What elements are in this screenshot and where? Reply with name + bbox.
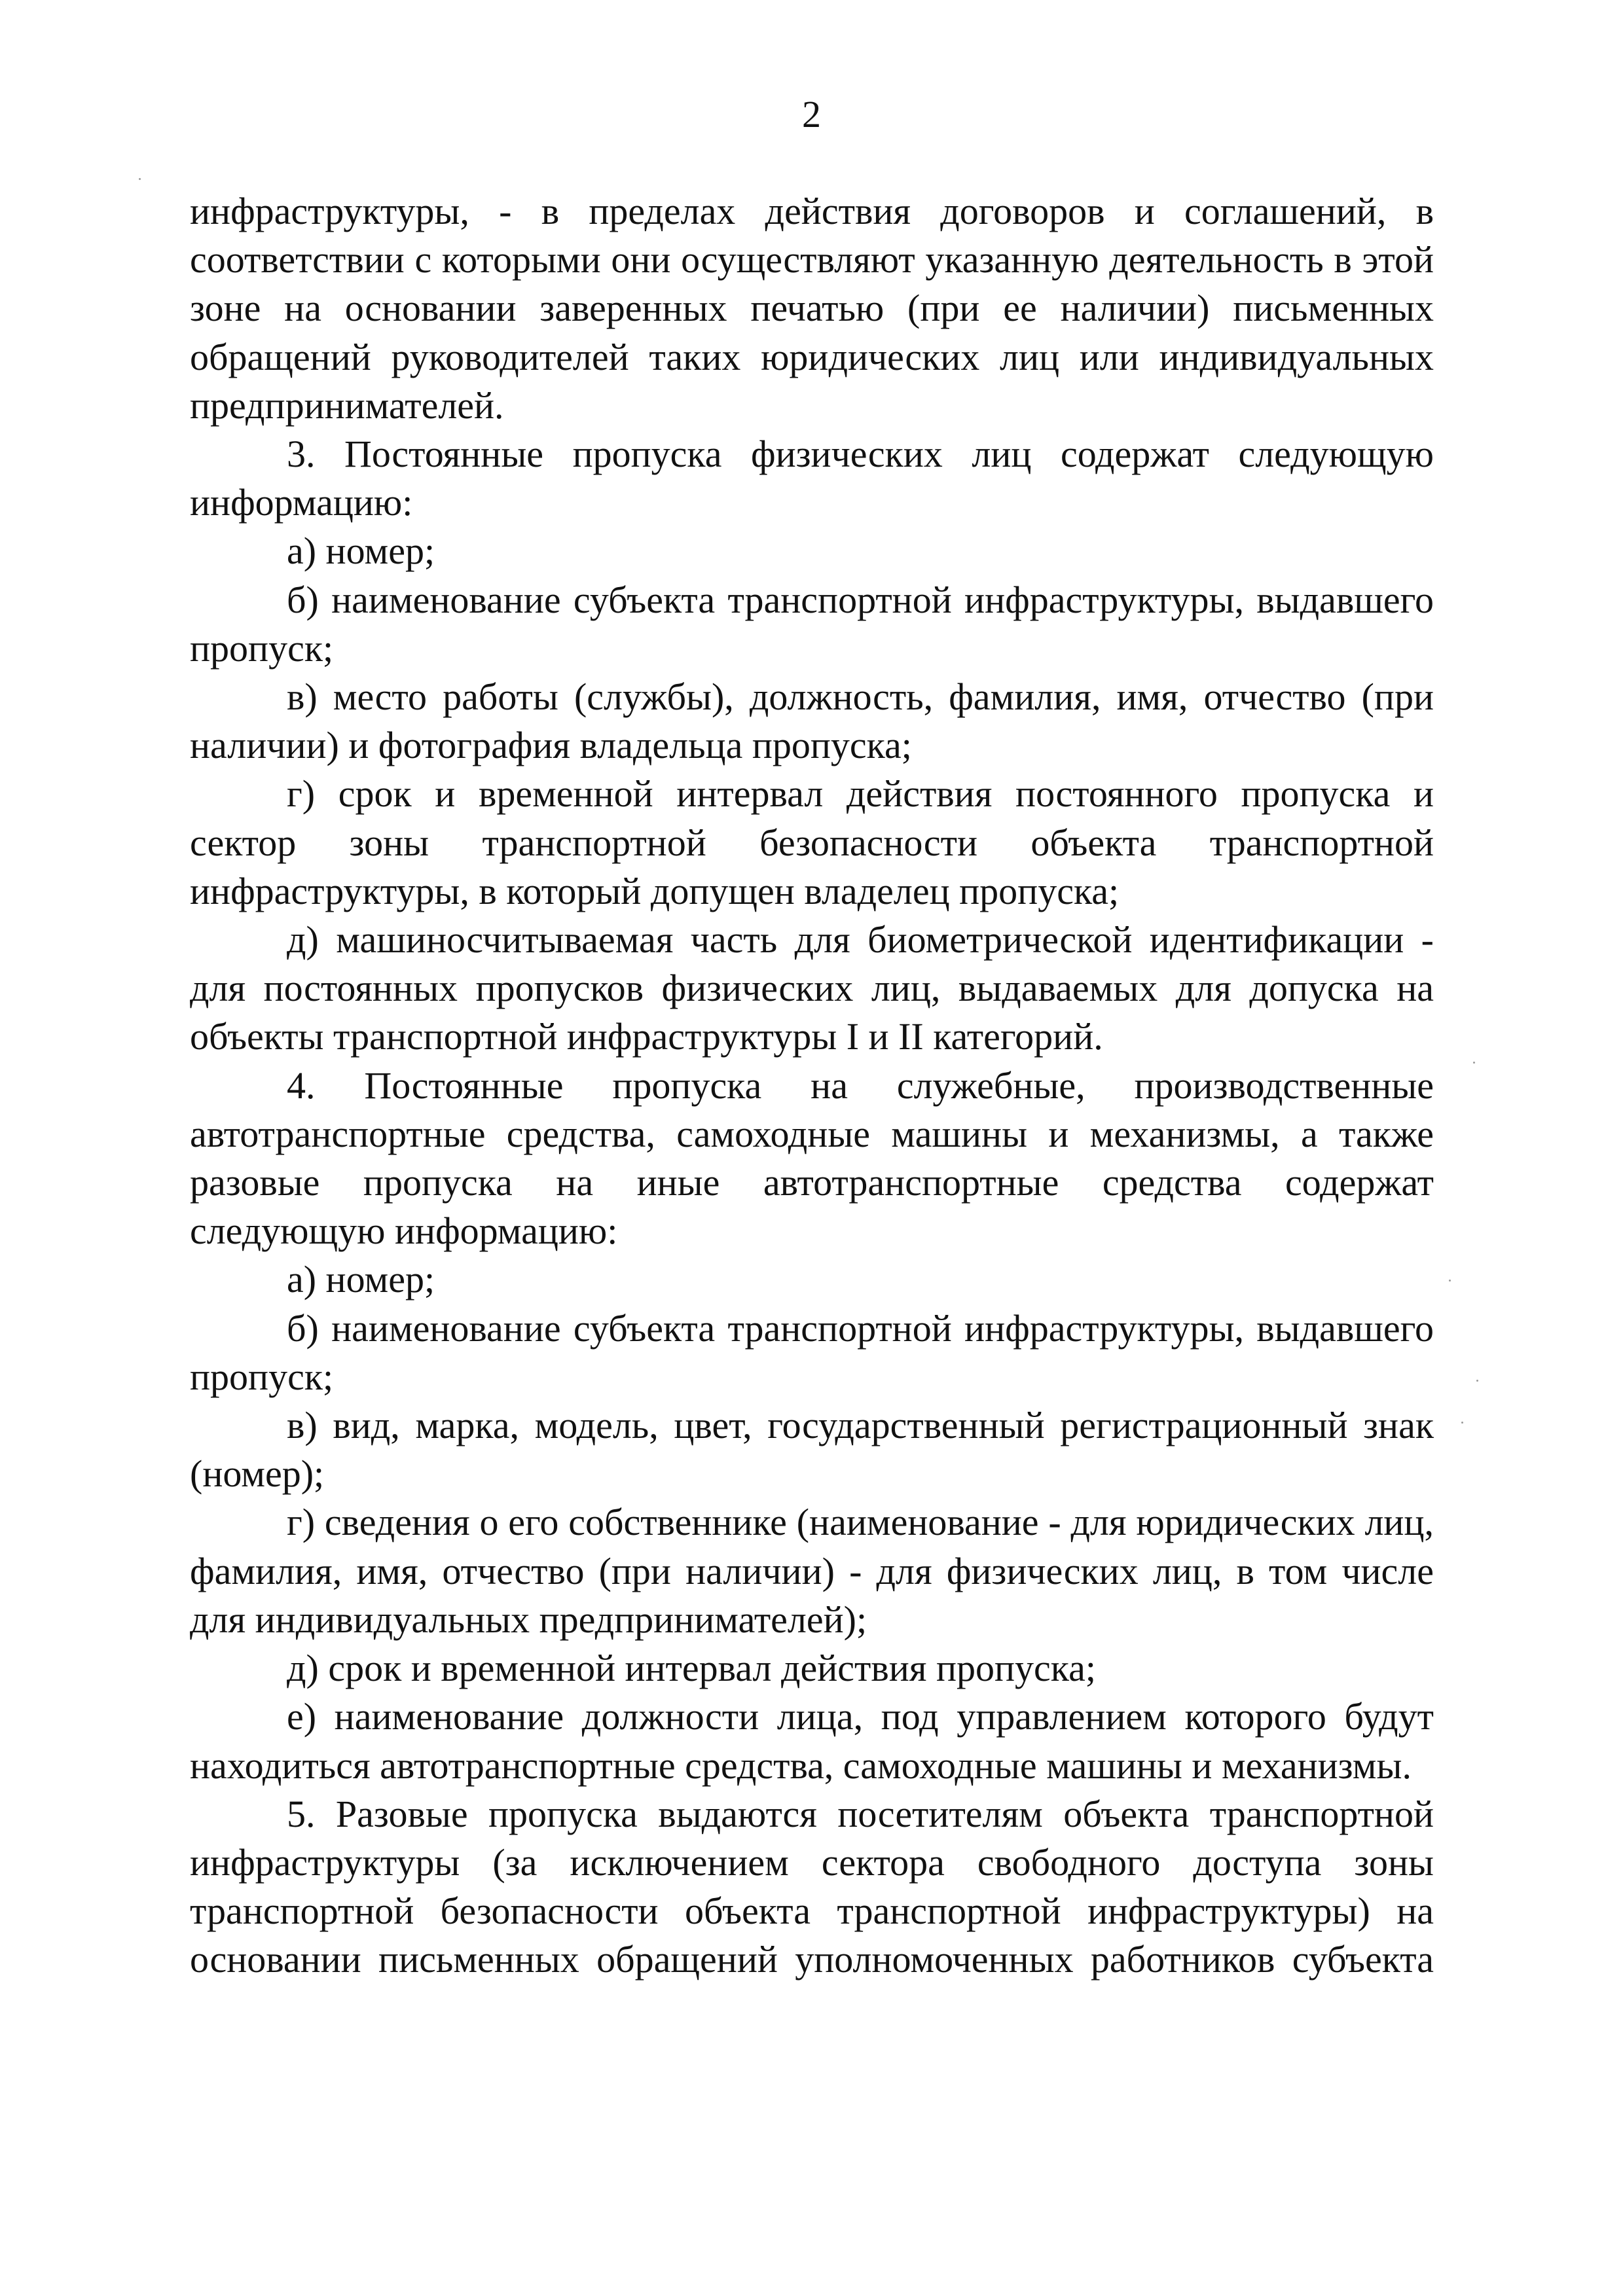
- paragraph: инфраструктуры, - в пределах действия договоров и соглашений, в соответствии с которыми они осуществляют указанную деятельность в этой зоне на основании заверенных печатью (при ее наличии) письменных обращений руководителей таких юридических лиц или индивидуальных предпринимателей.: [190, 190, 1434, 427]
- list-item: г) сведения о его собственнике (наименование - для юридических лиц, фамилия, имя, отчество (при наличии) - для физических лиц, в том числе для индивидуальных предпринимателей);: [190, 1501, 1434, 1641]
- list-item: е) наименование должности лица, под управлением которого будут находиться автотранспортные средства, самоходные машины и механизмы.: [190, 1695, 1434, 1787]
- document-body: [190, 187, 1434, 1984]
- paragraph: 3. Постоянные пропуска физических лиц содержат следующую информацию:: [190, 433, 1434, 524]
- list-item: в) вид, марка, модель, цвет, государственный регистрационный знак (номер);: [190, 1404, 1434, 1496]
- scan-speck: [1476, 1380, 1478, 1382]
- paragraph: 4. Постоянные пропуска на служебные, производственные автотранспортные средства, самоходные машины и механизмы, а также разовые пропуска на иные автотранспортные средства содержат следующую информацию:: [190, 1064, 1434, 1253]
- paragraph: 5. Разовые пропуска выдаются посетителям объекта транспортной инфраструктуры (за исключением сектора свободного доступа зоны транспортной безопасности объекта транспортной инфраструктуры) на основании письменных обращений уполномоченных работников субъекта: [190, 1792, 1434, 1981]
- list-item: а) номер;: [287, 1258, 435, 1301]
- scan-speck: [1461, 1422, 1463, 1424]
- list-item: б) наименование субъекта транспортной инфраструктуры, выдавшего пропуск;: [190, 1306, 1434, 1398]
- list-item: в) место работы (службы), должность, фамилия, имя, отчество (при наличии) и фотография владельца пропуска;: [190, 675, 1434, 767]
- scan-speck: [1473, 1062, 1475, 1064]
- page-number: 2: [802, 93, 821, 135]
- scan-speck: [1449, 1280, 1451, 1282]
- scan-speck: [139, 178, 141, 180]
- list-item: г) срок и временной интервал действия постоянного пропуска и сектор зоны транспортной безопасности объекта транспортной инфраструктуры, в который допущен владелец пропуска;: [190, 772, 1434, 912]
- list-item: а) номер;: [287, 529, 435, 573]
- list-item: д) машиносчитываемая часть для биометрической идентификации - для постоянных пропусков физических лиц, выдаваемых для допуска на объекты транспортной инфраструктуры I и II категорий.: [190, 918, 1434, 1058]
- list-item: д) срок и временной интервал действия пропуска;: [287, 1647, 1096, 1690]
- list-item: б) наименование субъекта транспортной инфраструктуры, выдавшего пропуск;: [190, 578, 1434, 670]
